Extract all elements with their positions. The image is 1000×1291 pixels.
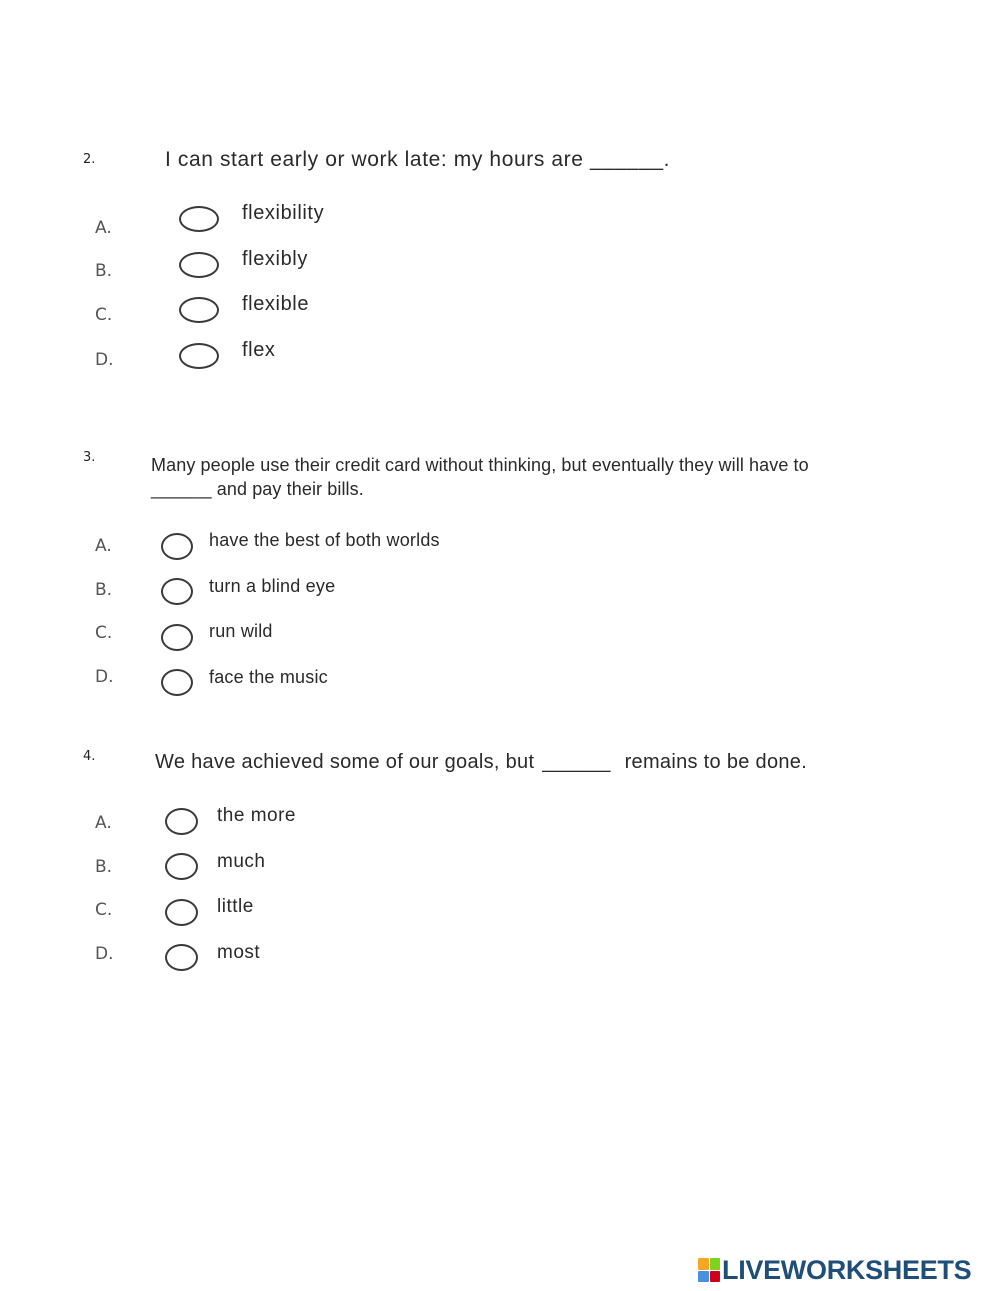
option-letter: C. — [95, 900, 113, 920]
question-text-before: We have achieved some of our goals, but — [155, 751, 535, 773]
question-text-line-1: Many people use their credit card without thinking, but eventually they will have to — [151, 455, 809, 475]
radio-button-d[interactable] — [179, 343, 219, 369]
option-text: face the music — [209, 667, 328, 687]
radio-button-d[interactable] — [161, 669, 193, 696]
option-text: little — [217, 896, 254, 917]
liveworksheets-logo[interactable] — [698, 1253, 971, 1287]
question-number: 4. — [83, 749, 96, 764]
question-number: 2. — [83, 152, 96, 167]
option-letter: B. — [95, 261, 113, 281]
option-text: flexibly — [242, 248, 308, 270]
question-text-after: remains to be done. — [624, 751, 808, 773]
option-letter: A. — [95, 813, 112, 833]
radio-button-a[interactable] — [161, 533, 193, 560]
option-letter: C. — [95, 623, 113, 643]
question-text: I can start early or work late: my hours are ______. — [165, 148, 671, 171]
radio-button-b[interactable] — [179, 252, 219, 278]
radio-button-a[interactable] — [165, 808, 198, 835]
logo-square — [710, 1271, 721, 1283]
option-letter: D. — [95, 350, 114, 370]
option-text: have the best of both worlds — [209, 530, 440, 550]
option-text: flexibility — [242, 202, 325, 224]
option-letter: C. — [95, 305, 113, 325]
question-number: 3. — [83, 450, 96, 465]
logo-square — [710, 1258, 721, 1270]
logo-square — [698, 1271, 709, 1283]
question-text — [155, 751, 807, 774]
radio-button-d[interactable] — [165, 944, 198, 971]
radio-button-c[interactable] — [165, 899, 198, 926]
option-letter: D. — [95, 944, 114, 964]
option-text: run wild — [209, 621, 273, 641]
option-letter: D. — [95, 667, 114, 687]
answer-blank: ______ — [542, 751, 611, 773]
option-text: turn a blind eye — [209, 576, 336, 596]
option-text: the more — [217, 805, 296, 826]
radio-button-a[interactable] — [179, 206, 219, 232]
option-letter: A. — [95, 536, 112, 556]
option-letter: A. — [95, 218, 112, 238]
logo-text: LIVEWORKSHEETS — [722, 1254, 972, 1285]
logo-square — [698, 1258, 709, 1270]
option-letter: B. — [95, 857, 113, 877]
radio-button-c[interactable] — [179, 297, 219, 323]
option-text: most — [217, 942, 261, 963]
liveworksheets-logo-icon — [698, 1258, 720, 1282]
option-text: much — [217, 851, 266, 872]
question-text-line-2: ______ and pay their bills. — [151, 479, 364, 499]
radio-button-b[interactable] — [165, 853, 198, 880]
radio-button-b[interactable] — [161, 578, 193, 605]
option-text: flexible — [242, 293, 310, 315]
option-text: flex — [242, 339, 276, 361]
option-letter: B. — [95, 580, 113, 600]
radio-button-c[interactable] — [161, 624, 193, 651]
